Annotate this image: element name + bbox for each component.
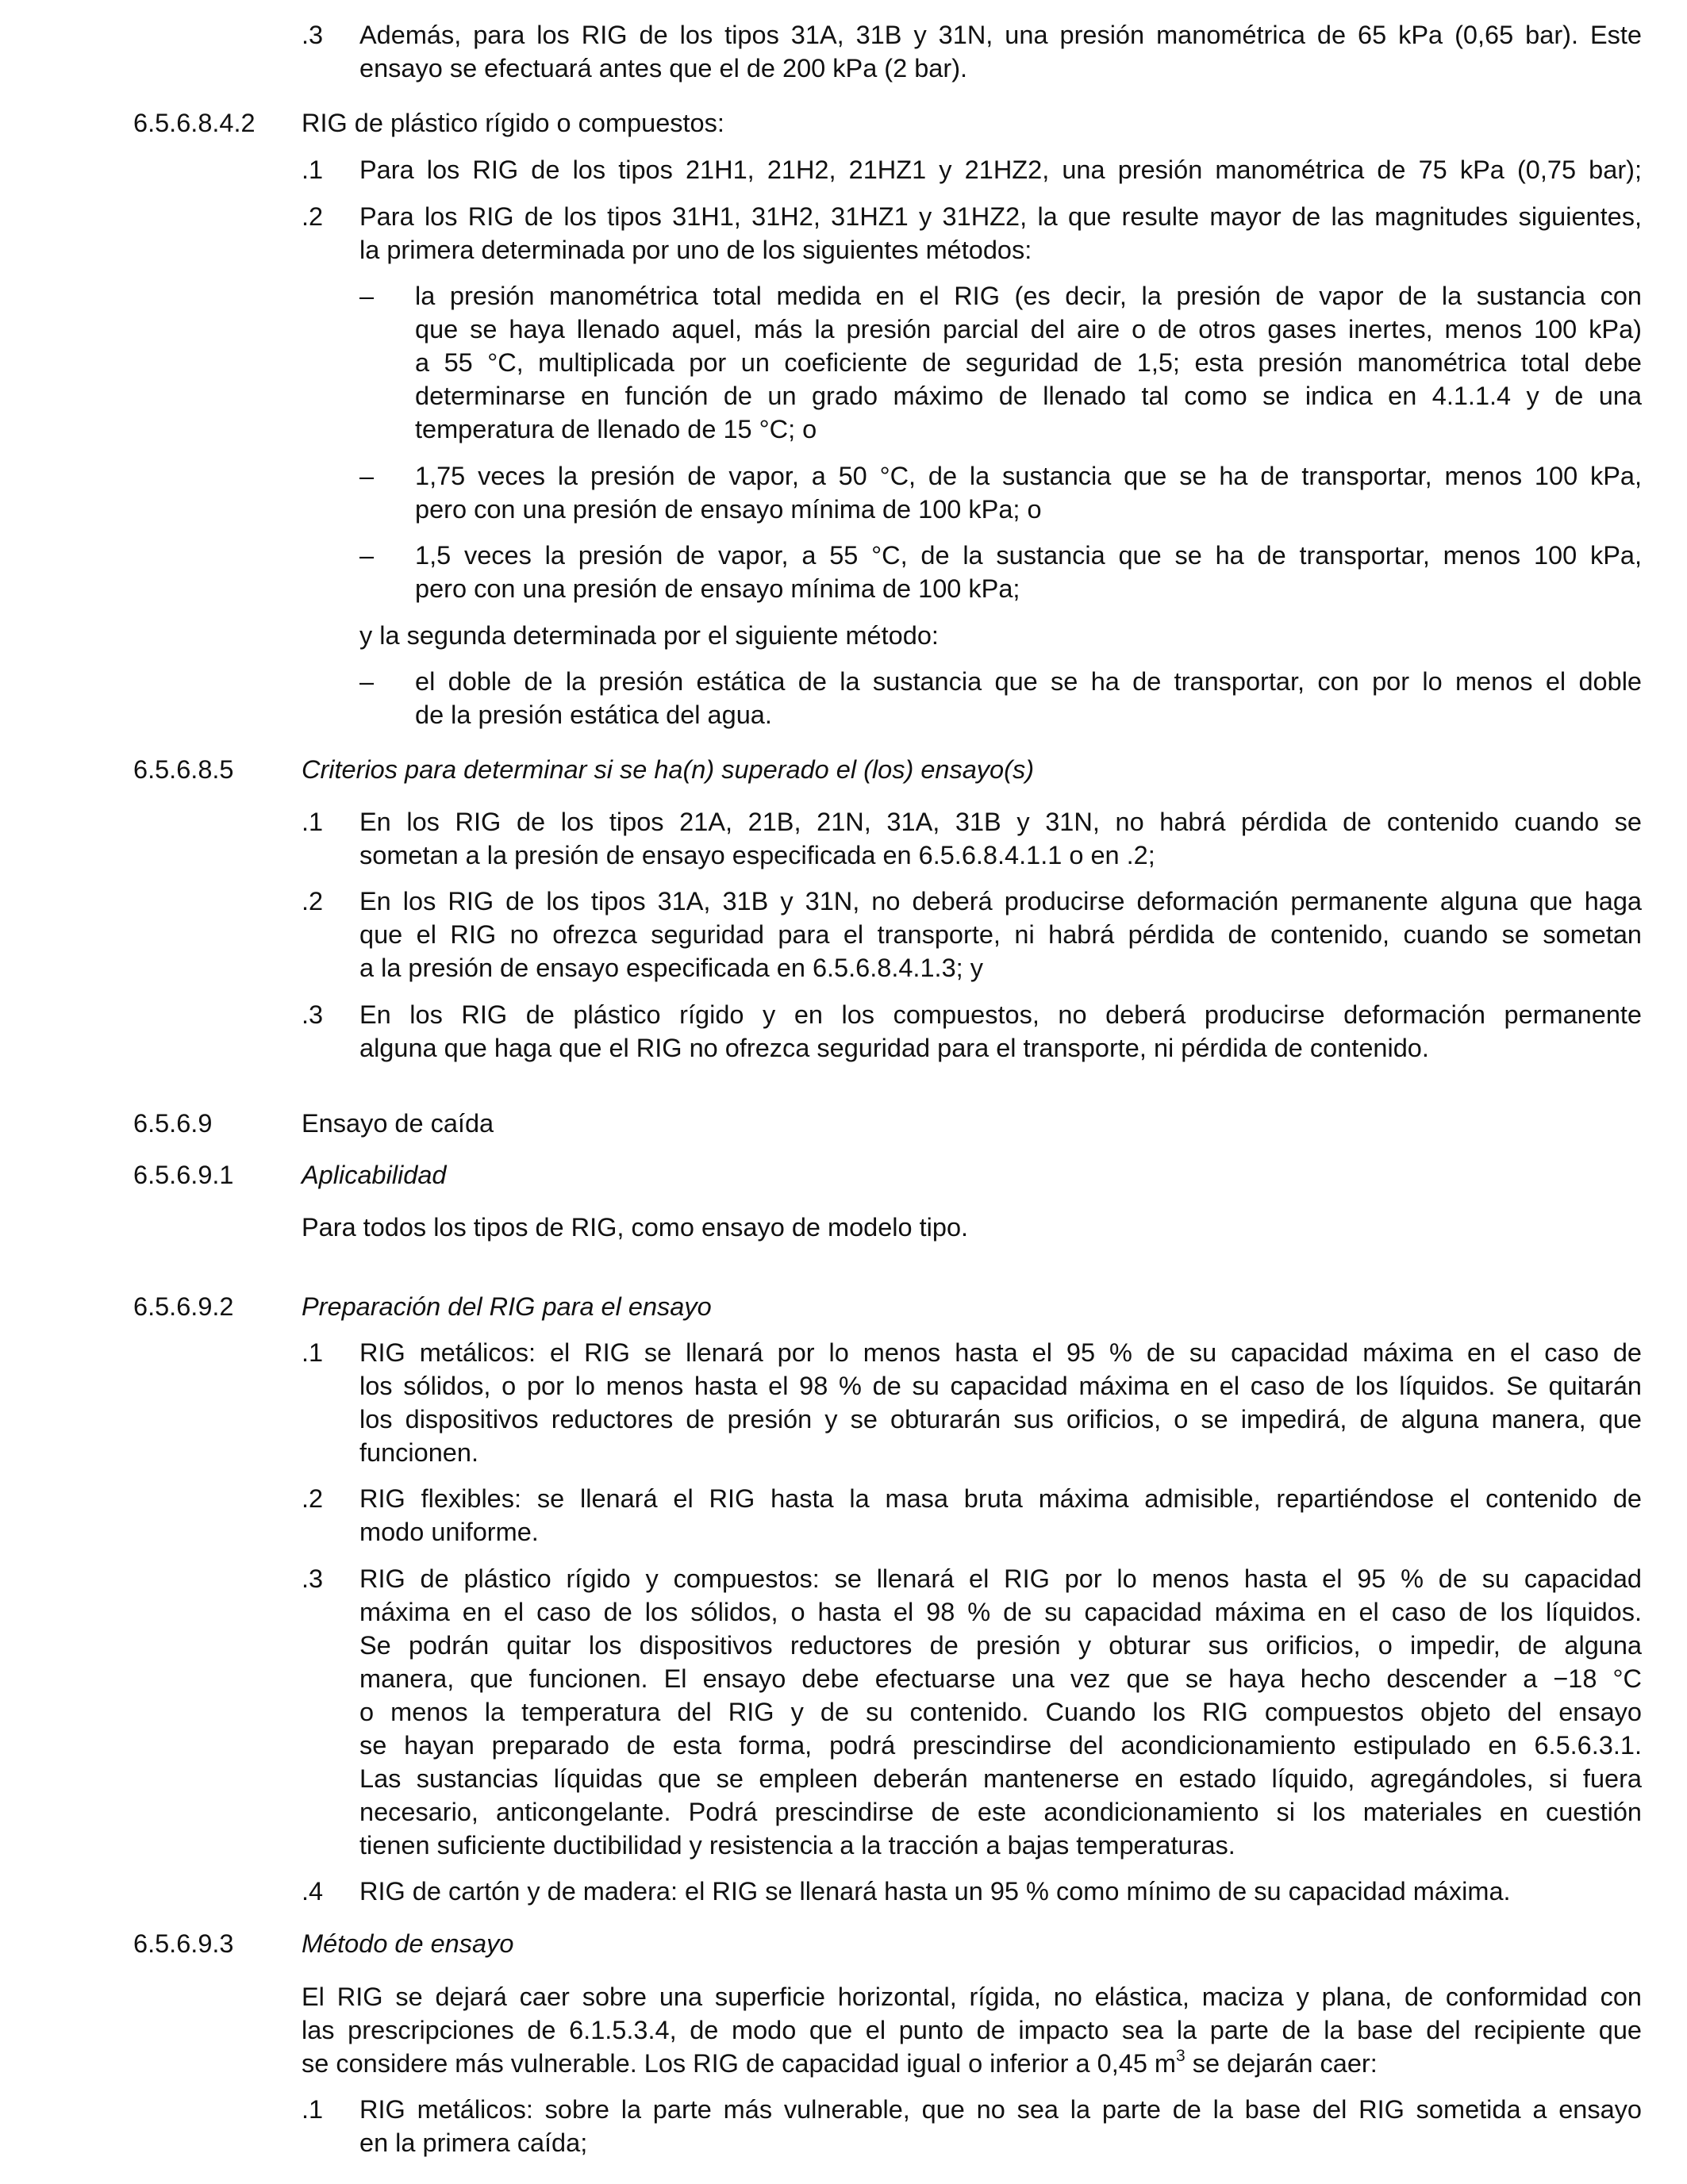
line-text: Método de ensayo xyxy=(302,1929,514,1958)
text-line xyxy=(359,1763,1642,1795)
line-text: modo uniforme. xyxy=(359,1518,539,1546)
line-text: que el RIG no ofrezca seguridad para el transporte, ni habrá pérdida de contenido, cuando se sometan xyxy=(359,920,1642,949)
line-text: máxima en el caso de los sólidos, o hasta el 98 % de su capacidad máxima en el caso de los líquidos. xyxy=(359,1598,1642,1626)
text-line xyxy=(359,52,967,85)
superscript: 3 xyxy=(1176,2047,1186,2065)
text-line xyxy=(359,1796,1642,1829)
text-line xyxy=(359,885,1642,918)
line-text: pero con una presión de ensayo mínima de 100 kPa; o xyxy=(415,495,1042,524)
section-number: 6.5.6.8.4.2 xyxy=(133,109,256,137)
text-line xyxy=(359,1875,1511,1908)
text-line xyxy=(415,573,1020,605)
text-line xyxy=(359,1032,1429,1065)
line-text: se hayan preparado de esta forma, podrá prescindirse del acondicionamiento estipulado en 6.5.6.3.1. xyxy=(359,1731,1642,1760)
text-line xyxy=(359,839,1155,872)
line-text: RIG flexibles: se llenará el RIG hasta la masa bruta máxima admisible, repartiéndose el contenido de xyxy=(359,1484,1642,1513)
line-text: Aplicabilidad xyxy=(302,1161,447,1189)
list-number: .1 xyxy=(302,2095,324,2124)
line-text: en la primera caída; xyxy=(359,2128,588,2157)
line-text: Ensayo de caída xyxy=(302,1109,494,1138)
line-text: Para los RIG de los tipos 21H1, 21H2, 21HZ1 y 21HZ2, una presión manométrica de 75 kPa (0,75 bar); xyxy=(359,155,1642,184)
line-text: temperatura de llenado de 15 °C; o xyxy=(415,415,817,443)
text-line xyxy=(359,1403,1642,1436)
line-text: Criterios para determinar si se ha(n) superado el (los) ensayo(s) xyxy=(302,755,1035,784)
line-text: RIG metálicos: el RIG se llenará por lo menos hasta el 95 % de su capacidad máxima en el caso de xyxy=(359,1338,1642,1367)
text-line xyxy=(359,1596,1642,1629)
section-number: 6.5.6.9.1 xyxy=(133,1161,234,1189)
line-text: Para todos los tipos de RIG, como ensayo de modelo tipo. xyxy=(302,1213,969,1242)
text-line xyxy=(359,234,1032,267)
bullet-dash: – xyxy=(359,282,375,310)
text-line xyxy=(359,919,1642,951)
text-line xyxy=(359,1729,1642,1762)
text-line xyxy=(415,699,772,731)
line-text: sometan a la presión de ensayo especificada en 6.5.6.8.4.1.1 o en .2; xyxy=(359,841,1155,869)
line-text: RIG de plástico rígido y compuestos: se llenará el RIG por lo menos hasta el 95 % de su capacidad xyxy=(359,1564,1642,1593)
text-line xyxy=(359,1370,1642,1403)
line-text: a 55 °C, multiplicada por un coeficiente de seguridad de 1,5; esta presión manométrica total debe xyxy=(415,348,1642,377)
text-line xyxy=(359,1483,1642,1515)
line-text: de la presión estática del agua. xyxy=(415,700,772,729)
line-text: los sólidos, o por lo menos hasta el 98 % de su capacidad máxima en el caso de los líquidos. Se quitarán xyxy=(359,1372,1642,1400)
section-heading xyxy=(302,1159,446,1192)
list-number: .3 xyxy=(302,21,324,49)
list-number: .2 xyxy=(302,1484,324,1513)
line-text: tienen suficiente ductibilidad y resistencia a la tracción a bajas temperaturas. xyxy=(359,1831,1235,1860)
section-heading xyxy=(302,754,1034,786)
list-number: .2 xyxy=(302,202,324,231)
line-text: El RIG se dejará caer sobre una superficie horizontal, rígida, no elástica, maciza y plana, de conformidad con xyxy=(302,1982,1642,2011)
list-number: .4 xyxy=(302,1877,324,1906)
line-text: Se podrán quitar los dispositivos reductores de presión y obturar sus orificios, o impedir, de alguna xyxy=(359,1631,1642,1660)
bullet-dash: – xyxy=(359,667,375,696)
text-line xyxy=(415,380,1642,413)
text-line xyxy=(359,806,1642,839)
text-line xyxy=(415,539,1642,572)
line-text: 1,75 veces la presión de vapor, a 50 °C, de la sustancia que se ha de transportar, menos 100 kPa, xyxy=(415,462,1642,490)
text-line xyxy=(359,1437,478,1469)
text-line xyxy=(415,413,817,446)
line-text: alguna que haga que el RIG no ofrezca seguridad para el transporte, ni pérdida de contenido. xyxy=(359,1034,1429,1062)
section-heading xyxy=(302,1291,712,1323)
list-number: .2 xyxy=(302,887,324,915)
text-line xyxy=(359,2127,587,2159)
line-text: determinarse en función de un grado máximo de llenado tal como se indica en 4.1.1.4 y de una xyxy=(415,382,1642,410)
text-line xyxy=(359,1516,539,1549)
list-number: .3 xyxy=(302,1564,324,1593)
section-number: 6.5.6.9.3 xyxy=(133,1929,234,1958)
line-text: ensayo se efectuará antes que el de 200 kPa (2 bar). xyxy=(359,54,968,83)
section-number: 6.5.6.9.2 xyxy=(133,1292,234,1321)
section-heading xyxy=(302,1928,513,1960)
text-line xyxy=(359,1337,1642,1369)
line-text: la presión manométrica total medida en el RIG (es decir, la presión de vapor de la sustancia con xyxy=(415,282,1642,310)
text-line xyxy=(359,952,983,985)
text-line xyxy=(359,1696,1642,1729)
line-text: En los RIG de los tipos 31A, 31B y 31N, no deberá producirse deformación permanente alguna que haga xyxy=(359,887,1642,915)
line-text: necesario, anticongelante. Podrá prescindirse de este acondicionamiento si los materiales en cuestión xyxy=(359,1798,1642,1826)
text-line xyxy=(415,666,1642,698)
list-number: .1 xyxy=(302,155,324,184)
line-text: la primera determinada por uno de los siguientes métodos: xyxy=(359,236,1032,264)
line-text: Preparación del RIG para el ensayo xyxy=(302,1292,712,1321)
list-number: .3 xyxy=(302,1000,324,1029)
line-text: 1,5 veces la presión de vapor, a 55 °C, de la sustancia que se ha de transportar, menos 100 kPa, xyxy=(415,541,1642,570)
line-text: funcionen. xyxy=(359,1438,478,1467)
text-line xyxy=(359,1829,1235,1862)
text-line xyxy=(359,19,1642,52)
text-line xyxy=(415,493,1042,526)
list-number: .1 xyxy=(302,808,324,836)
list-number: .1 xyxy=(302,1338,324,1367)
line-text: Para los RIG de los tipos 31H1, 31H2, 31HZ1 y 31HZ2, la que resulte mayor de las magnitudes siguientes, xyxy=(359,202,1642,231)
text-line xyxy=(359,1629,1642,1662)
bullet-dash: – xyxy=(359,462,375,490)
text-line xyxy=(359,620,939,652)
line-text: Las sustancias líquidas que se empleen deberán mantenerse en estado líquido, agregándoles, si fuera xyxy=(359,1764,1642,1793)
line-text: se considere más vulnerable. Los RIG de capacidad igual o inferior a 0,45 m xyxy=(302,2049,1177,2078)
line-text: y la segunda determinada por el siguiente método: xyxy=(359,621,939,650)
text-line xyxy=(359,2094,1642,2126)
text-line xyxy=(359,201,1642,233)
line-text-tail: se dejarán caer: xyxy=(1185,2049,1378,2078)
line-text: manera, que funcionen. El ensayo debe efectuarse una vez que se haya hecho descender a −18 °C xyxy=(359,1664,1642,1693)
bullet-dash: – xyxy=(359,541,375,570)
text-line xyxy=(302,2048,1378,2083)
text-line xyxy=(359,999,1642,1031)
line-text: RIG de cartón y de madera: el RIG se llenará hasta un 95 % como mínimo de su capacidad máxima. xyxy=(359,1877,1511,1906)
line-text: a la presión de ensayo especificada en 6.5.6.8.4.1.3; y xyxy=(359,954,983,982)
line-text: que se haya llenado aquel, más la presión parcial del aire o de otros gases inertes, menos 100 kPa) xyxy=(415,315,1642,344)
line-text: el doble de la presión estática de la sustancia que se ha de transportar, con por lo menos el doble xyxy=(415,667,1642,696)
text-line xyxy=(359,1663,1642,1695)
text-line xyxy=(302,1211,968,1244)
line-text: RIG de plástico rígido o compuestos: xyxy=(302,109,724,137)
line-text: los dispositivos reductores de presión y se obturarán sus orificios, o se impedirá, de alguna manera, que xyxy=(359,1405,1642,1434)
line-text: RIG metálicos: sobre la parte más vulnerable, que no sea la parte de la base del RIG sometida a ensayo xyxy=(359,2095,1642,2124)
section-number: 6.5.6.8.5 xyxy=(133,755,234,784)
text-line xyxy=(415,313,1642,346)
line-text: Además, para los RIG de los tipos 31A, 31B y 31N, una presión manométrica de 65 kPa (0,65 bar). Este xyxy=(359,21,1642,49)
section-number: 6.5.6.9 xyxy=(133,1109,213,1138)
text-line xyxy=(415,280,1642,313)
text-line xyxy=(302,2014,1642,2047)
text-line xyxy=(359,154,1642,186)
text-line xyxy=(415,347,1642,379)
text-line xyxy=(302,1981,1642,2013)
text-line xyxy=(415,460,1642,493)
text-line xyxy=(302,1107,494,1140)
line-text: pero con una presión de ensayo mínima de 100 kPa; xyxy=(415,574,1020,603)
line-text: o menos la temperatura del RIG y de su contenido. Cuando los RIG compuestos objeto del ensayo xyxy=(359,1698,1642,1726)
text-line xyxy=(302,107,724,140)
line-text: En los RIG de los tipos 21A, 21B, 21N, 31A, 31B y 31N, no habrá pérdida de contenido cuando se xyxy=(359,808,1642,836)
text-line xyxy=(359,1563,1642,1595)
line-text: las prescripciones de 6.1.5.3.4, de modo que el punto de impacto sea la parte de la base del recipiente que xyxy=(302,2016,1642,2044)
line-text: En los RIG de plástico rígido y en los compuestos, no deberá producirse deformación permanente xyxy=(359,1000,1642,1029)
